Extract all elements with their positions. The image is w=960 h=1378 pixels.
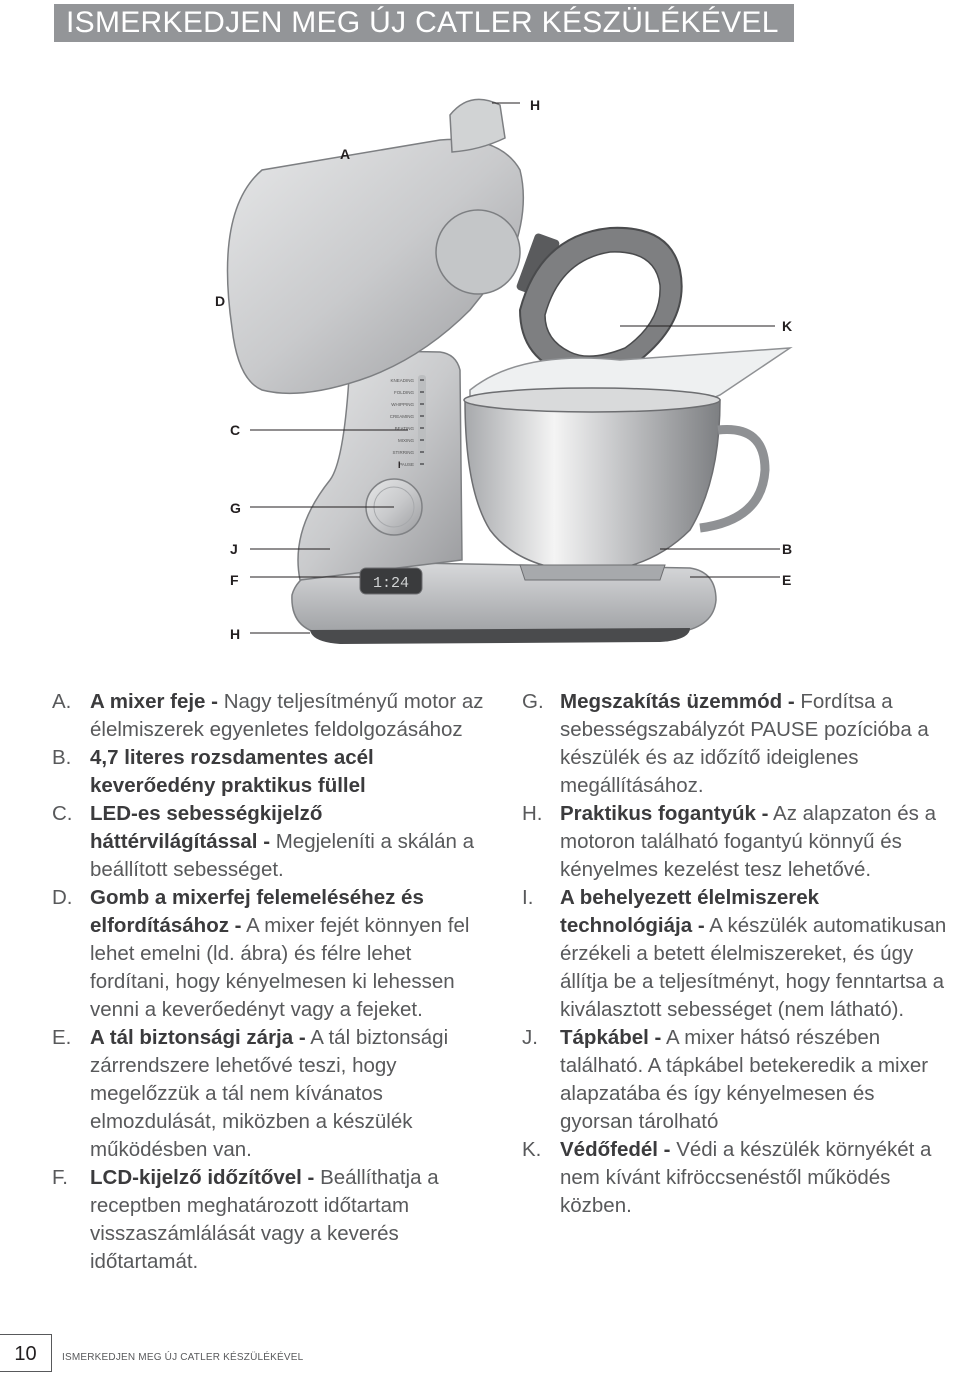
lcd-time: 1:24 bbox=[372, 575, 410, 592]
list-item: K. Védőfedél - Védi a készülék környékét a nem kívánt kifröccsenéstől működés közben. bbox=[522, 1138, 932, 1217]
list-item: C. LED-es sebességkijelző háttérvilágítással - Megjeleníti a skálán a beállított sebességet. bbox=[52, 802, 474, 881]
right-feature-list bbox=[522, 688, 952, 1220]
base-foot bbox=[310, 628, 690, 644]
speed-label: FOLDING bbox=[393, 390, 414, 395]
callout-d: D bbox=[215, 293, 226, 309]
speed-label: BEATING bbox=[394, 426, 414, 431]
speed-led bbox=[420, 379, 424, 381]
page-number: 10 bbox=[0, 1334, 52, 1372]
speed-led bbox=[420, 391, 424, 393]
callout-i: I bbox=[398, 460, 401, 470]
speed-label: MIXING bbox=[397, 438, 414, 443]
list-item: J. Tápkábel - A mixer hátsó részében található. A tápkábel betekeredik a mixer alapzatába és így kényelmesen és gyorsan tárolható bbox=[522, 1026, 929, 1133]
list-item: H. Praktikus fogantyúk - Az alapzaton és a motoron található fogantyú könnyű és kényelmes kezelést tesz lehetővé. bbox=[522, 802, 937, 881]
bowl-rim bbox=[464, 388, 720, 412]
speed-led bbox=[420, 415, 424, 417]
footer-title: ISMERKEDJEN MEG ÚJ CATLER KÉSZÜLÉKÉVEL bbox=[62, 1352, 304, 1363]
list-item: A. A mixer feje - Nagy teljesítményű motor az élelmiszerek egyenletes feldolgozásához bbox=[52, 690, 484, 741]
callout-g: G bbox=[230, 500, 241, 516]
speed-led bbox=[420, 427, 424, 429]
mixing-bowl bbox=[465, 393, 720, 573]
speed-label: KNEADING bbox=[390, 378, 414, 383]
speed-label: CREAMING bbox=[389, 414, 414, 419]
speed-led bbox=[420, 451, 424, 453]
callout-h-top: H bbox=[530, 97, 541, 113]
callout-j: J bbox=[230, 541, 238, 557]
callout-k: K bbox=[782, 318, 793, 334]
page-title: ISMERKEDJEN MEG ÚJ CATLER KÉSZÜLÉKÉVEL bbox=[66, 6, 779, 39]
speed-led bbox=[420, 463, 424, 465]
callout-e: E bbox=[782, 572, 792, 588]
list-item: F. LCD-kijelző időzítővel - Beállíthatja a receptben meghatározott időtartam visszaszámlálását vagy a keverés időtartamát. bbox=[52, 1166, 439, 1273]
list-item: D. Gomb a mixerfej felemeléséhez és elfordításához - A mixer fejét könnyen fel lehet emelni (ld. ábra) és félre lehet fordítani, hogy kényelmesen ki lehessen venni a keverőedényt vagy a fejeket. bbox=[52, 886, 470, 1021]
list-item: I. A behelyezett élelmiszerek technológiája - A készülék automatikusan érzékeli a betett élelmiszereket, és úgy állítja be a teljesítményt, hogy fenntartsa a kiválasztott sebességet (nem látható). bbox=[522, 886, 947, 1021]
speed-led bbox=[420, 403, 424, 405]
list-item: E. A tál biztonsági zárja - A tál biztonsági zárrendszere lehetővé teszi, hogy megelőzzük a tál nem kívánatos elmozdulását, miközben a készülék működésben van. bbox=[52, 1026, 449, 1161]
page-header bbox=[54, 4, 794, 42]
speed-led bbox=[420, 439, 424, 441]
head-handle bbox=[450, 99, 505, 152]
callout-f: F bbox=[230, 572, 239, 588]
speed-label: STIRRING bbox=[392, 450, 414, 455]
list-item: G. Megszakítás üzemmód - Fordítsa a sebességszabályzót PAUSE pozícióba a készülék és az időzítő ideiglenes megállításához. bbox=[522, 690, 929, 797]
callout-h-bottom: H bbox=[230, 626, 241, 642]
mixer-drawing bbox=[0, 60, 960, 660]
callout-b: B bbox=[782, 541, 793, 557]
page-footer bbox=[0, 1334, 960, 1378]
speed-label: PAUSE bbox=[399, 462, 414, 467]
bowl-foot bbox=[520, 565, 665, 580]
mixer-illustration bbox=[0, 60, 960, 660]
callout-a: A bbox=[340, 146, 351, 162]
callout-c: C bbox=[230, 422, 241, 438]
list-item: B. 4,7 literes rozsdamentes acél keverőedény praktikus füllel bbox=[52, 746, 374, 797]
head-hinge bbox=[436, 210, 520, 294]
speed-label: WHIPPING bbox=[391, 402, 414, 407]
left-feature-list bbox=[52, 688, 492, 1276]
